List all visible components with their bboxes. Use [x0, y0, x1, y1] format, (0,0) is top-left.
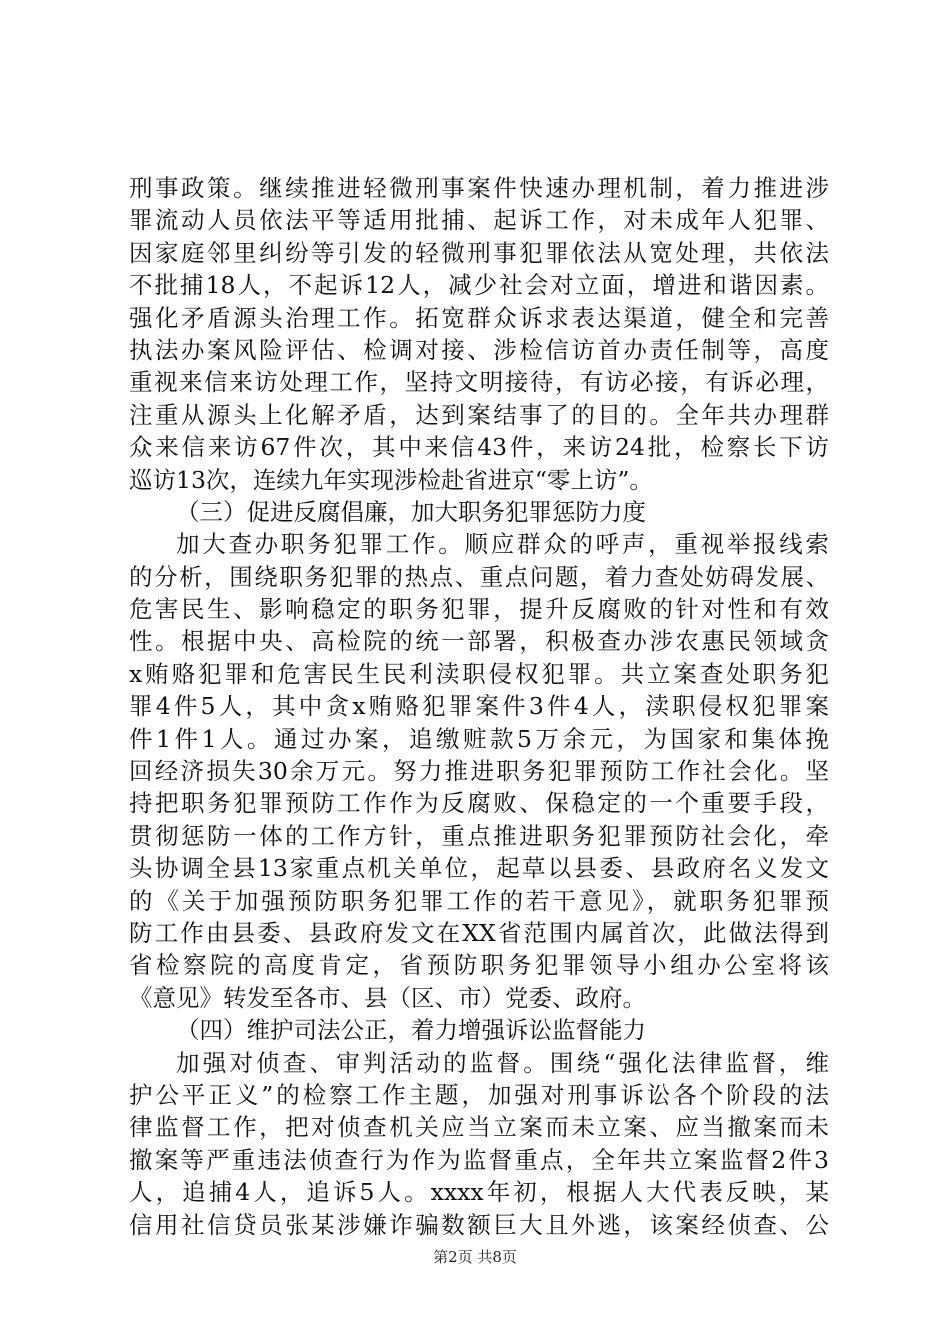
text-line: 防工作由县委、县政府发文在XX省范围内属首次，此做法得到 — [129, 918, 829, 947]
text-line: x贿赂犯罪和危害民生民利渎职侵权犯罪。共立案查处职务犯 — [129, 659, 829, 688]
text-line: 的分析，围绕职务犯罪的热点、重点问题，着力查处妨碍发展、 — [129, 562, 829, 591]
text-line: 省检察院的高度肯定，省预防职务犯罪领导小组办公室将该 — [129, 951, 829, 980]
text-line: 罪4件5人，其中贪x贿赂犯罪案件3件4人，渎职侵权犯罪案 — [129, 692, 829, 721]
text-line: 强化矛盾源头治理工作。拓宽群众诉求表达渠道，健全和完善 — [129, 303, 829, 332]
page-number-footer: 第2页 共8页 — [433, 1248, 517, 1266]
text-line: 危害民生、影响稳定的职务犯罪，提升反腐败的针对性和有效 — [129, 595, 829, 624]
text-line: 执法办案风险评估、检调对接、涉检信访首办责任制等，高度 — [129, 335, 829, 364]
document-body — [129, 172, 829, 1241]
text-line: 头协调全县13家重点机关单位，起草以县委、县政府名义发文 — [129, 854, 829, 883]
text-line: 件1件1人。通过办案，追缴赃款5万余元，为国家和集体挽 — [129, 724, 829, 753]
text-line: 注重从源头上化解矛盾，达到案结事了的目的。全年共办理群 — [129, 400, 829, 429]
text-line: 护公平正义”的检察工作主题，加强对刑事诉讼各个阶段的法 — [129, 1080, 829, 1109]
text-line: 《意见》转发至各市、县（区、市）党委、政府。 — [129, 983, 646, 1012]
text-line: 撤案等严重违法侦查行为作为监督重点，全年共立案监督2件3 — [129, 1145, 829, 1174]
text-line: 刑事政策。继续推进轻微刑事案件快速办理机制，着力推进涉 — [129, 174, 829, 202]
section-heading: （四）维护司法公正，着力增强诉讼监督能力 — [176, 1016, 646, 1045]
text-line: 因家庭邻里纠纷等引发的轻微刑事犯罪依法从宽处理，共依法 — [129, 238, 829, 267]
text-line: 罪流动人员依法平等适用批捕、起诉工作，对未成年人犯罪、 — [129, 206, 829, 235]
text-line: 性。根据中央、高检院的统一部署，积极查办涉农惠民领域贪 — [129, 627, 829, 656]
text-line: 的《关于加强预防职务犯罪工作的若干意见》，就职务犯罪预 — [129, 886, 829, 915]
text-line: 众来信来访67件次，其中来信43件，来访24批，检察长下访 — [129, 433, 829, 462]
text-line: 持把职务犯罪预防工作作为反腐败、保稳定的一个重要手段， — [129, 789, 829, 818]
text-line: 不批捕18人，不起诉12人，减少社会对立面，增进和谐因素。 — [129, 271, 829, 300]
text-line: 信用社信贷员张某涉嫌诈骗数额巨大且外逃，该案经侦查、公 — [129, 1210, 829, 1239]
text-line: 加大查办职务犯罪工作。顺应群众的呼声，重视举报线索 — [176, 530, 829, 559]
text-line: 律监督工作，把对侦查机关应当立案而未立案、应当撤案而未 — [129, 1113, 829, 1142]
text-line: 贯彻惩防一体的工作方针，重点推进职务犯罪预防社会化，牵 — [129, 821, 829, 850]
text-line: 加强对侦查、审判活动的监督。围绕“强化法律监督，维 — [176, 1048, 829, 1077]
text-line: 巡访13次，连续九年实现涉检赴省进京“零上访”。 — [129, 465, 653, 494]
text-line: 回经济损失30余万元。努力推进职务犯罪预防工作社会化。坚 — [129, 757, 829, 786]
section-heading: （三）促进反腐倡廉，加大职务犯罪惩防力度 — [176, 497, 646, 526]
text-line: 重视来信来访处理工作，坚持文明接待，有访必接，有诉必理， — [129, 368, 829, 397]
text-line: 人，追捕4人，追诉5人。xxxx年初，根据人大代表反映，某 — [129, 1178, 829, 1207]
